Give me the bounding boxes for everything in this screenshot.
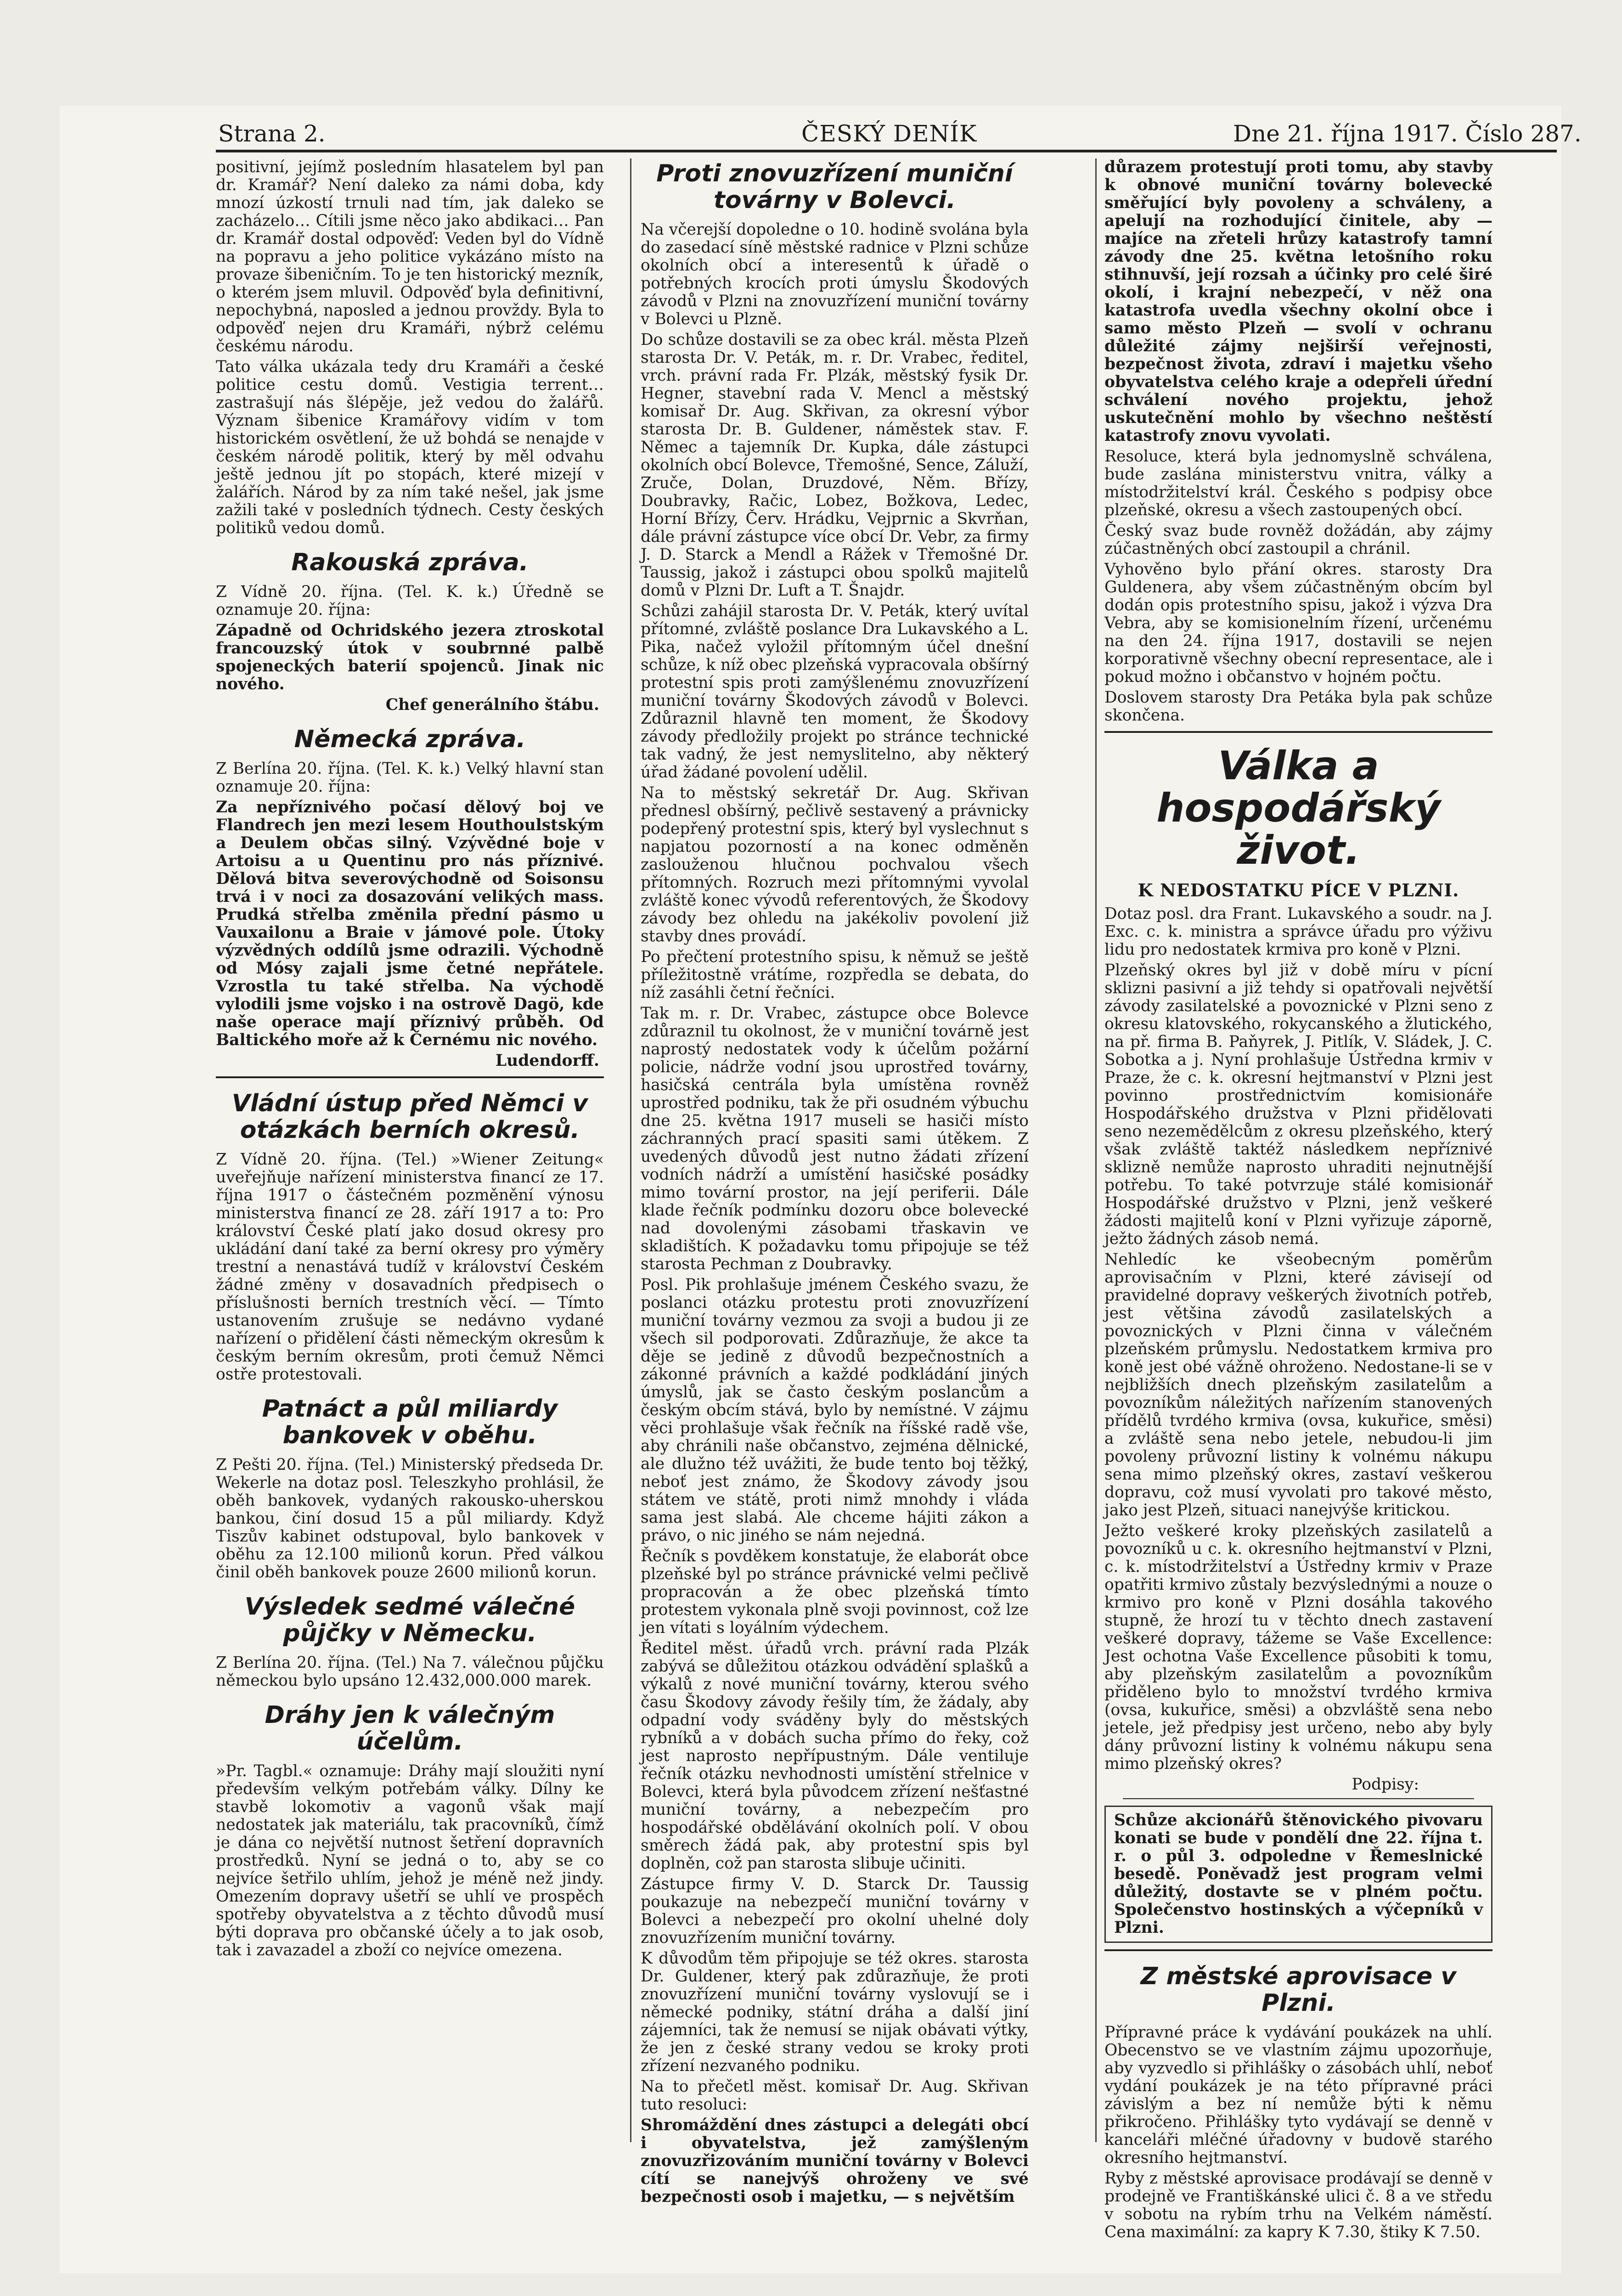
- article-text: Do schůze dostavili se za obec král. města Plzeň starosta Dr. V. Peták, m. r. Dr. Vrabec, ředitel, vrch. právní rada Fr. Plzák, městský fysik Dr. Hegner, stavební rada V. Mencl a městský komisař Dr. Aug. Skřivan, za okresní výbor starosta Dr. B. Guldener, náměstek stav. F. Němec a tajemník Dr. Kupka, dále zástupci okolních obcí Bolevce, Třemošné, Sence, Záluží, Zruče, Dolan, Druzdové, Něm. Břízy, Doubravky, Račic, Lobez, Božkova, Ledec, Horní Břízy, Červ. Hrádku, Vejprnic a Skvrňan, dále právní zástupce více obcí Dr. Vebr, za firmy J. D. Starck a Mendl a Rážek v Třemošné Dr. Taussig, jakož i zástupci obou spolků majitelů domů v Plzni Dr. Luft a T. Šnajdr.: [641, 331, 1029, 600]
- article-text: Posl. Pik prohlašuje jménem Českého svazu, že poslanci otázku protestu proti znovuzřízení muniční továrny vezmou za svoji a budou ji ze všech sil podporovati. Zdůrazňuje, že akce ta děje se jedině z důvodů bezpečnostních a zákonné právních a každé podkládání jiných úmyslů, jak se často českým poslancům a českým obcím stává, bylo by nemístné. V zájmu věci prohlašuje však řečník na říšské radě vše, aby chránili naše občanstvo, zejména dělnické, ale dlužno též uvážiti, že bude tento boj těžký, neboť jest známo, že Škodovy závody jsou státem ve státě, proti nimž mnohdy i vláda sama jest slabá. Ale chceme hájiti zákon a právo, o nic jiného se nám nejedná.: [641, 1276, 1029, 1545]
- subheadline-nedostatek-pice: K NEDOSTATKU PÍCE V PLZNI.: [1138, 880, 1459, 900]
- article-text: Doslovem starosty Dra Petáka byla pak schůze skončena.: [1104, 688, 1492, 725]
- article-text: Resoluce, která byla jednomyslně schválena, bude zaslána ministerstvu vnitra, války a místodržitelství král. Českého s podpisy obce plzeňské, okresu a všech zastoupených obcí.: [1104, 447, 1492, 519]
- article-text: Na to městský sekretář Dr. Aug. Skřivan přednesl obšírný, pečlivě sestavený a právnicky podepřený protestní spis, který byl vyslechnut s napjatou pozorností a na konec odměněn zaslouženou hlučnou pochvalou všech přítomných. Rozruch mezi přítomnými vyvolal zvláště konec vývodů referentových, že Škodovy závody bez ohledu na jakékoliv povolení již stavby dnes provádí.: [641, 784, 1029, 945]
- column-divider: [1095, 158, 1097, 2142]
- article-text: důrazem protestují proti tomu, aby stavby k obnové muniční továrny bolevecké směřující byly povoleny a schváleny, a apelují na rozhodující činitele, aby — majíce na zřeteli hrůzy katastrofy tamní závody dne 25. května letošního roku stihnuvší, její rozsah a účinky pro celé širé okolí, i krajní nebezpečí, v něž ona katastrofa uvedla všechny okolní obce i samo město Plzeň — svolí v ochranu důležité zájmy nejširší veřejnosti, bezpečnost života, zdraví i majetku všeho obyvatelstva celého kraje a odepřeli úřední schválení nového projektu, jehož uskutečnění mohlo by všechno neštěstí katastrofy znovu vyvolati.: [1104, 158, 1492, 445]
- article-text: Západně od Ochridského jezera ztroskotal francouzský útok v soubrnné palbě spojeneckých baterií spojenců. Jinak nic nového.: [216, 621, 604, 693]
- article-text: Přípravné práce k vydávání poukázek na uhlí. Obecenstvo se ve vlastním zájmu upozorňuje, aby vyzvedlo si přihlášky o zásobách uhlí, neboť vydání poukázek je na této přípravné práci závislým a bez ní nemůže býti k němu přikročeno. Přihlášky tyto vydávají se denně v kanceláři mléčné úřadovny v budově starého okresního hejtmanství.: [1104, 2023, 1492, 2167]
- headline-vladni-ustup: Vládní ústup před Němci v otázkách berních okresů.: [231, 1090, 588, 1144]
- headline-nemecka-zprava: Německá zpráva.: [294, 726, 526, 753]
- article-signature: Ludendorff.: [495, 1052, 599, 1070]
- article-text: Plzeňský okres byl již v době míru v pícní sklizni pasivní a již tehdy si opatřovali největší závody zasilatelské a povoznické v Plzni seno z okresu klatovského, rokycanského a žlutického, na př. firma B. Paňyrek, J. Pitlík, V. Sládek, J. C. Sobotka a j. Nyní prohlašuje Ústředna krmiv v Praze, že c. k. okresní hejtmanství v Plzni jest povinno prostřednictvím komisionáře Hospodářského družstva v Plzni přidělovati seno nezemědělcům z okresu plzeňského, který však zvláště taktéž následkem nepříznivé sklizně nemůže naprosto uhraditi nejnutnější potřebu. To také potvrzuje stálé komisionář Hospodářské družstvo v Plzni, jenž veškeré žádosti majitelů koní v Plzni vyřizuje záporně, ježto žádných zásob nemá.: [1104, 961, 1492, 1248]
- headline-patnact-miliardy: Patnáct a půl miliardy bankovek v oběhu.: [262, 1395, 558, 1449]
- article-text: Nehledíc ke všeobecným poměrům aprovisačním v Plzni, které závisejí od pravidelné dopravy veškerých životních potřeb, jest většina závodů zasilatelských a povoznických v Plzni činna v válečném plzeňském průmyslu. Nedostatkem krmiva pro koně jest obé vážně ohroženo. Nedostane-li se v nejbližších dnech plzeňským zasilatelům a povozníkům náležitých nařízením stanovených přídělů tvrdého krmiva (ovsa, kukuřice, směsi) a zvláště sena nebo jetele, nebudou-li jim povoleny průvozní listiny k volnému nákupu sena mimo plzeňský okres, zastaví veškerou dopravu, což musí vyvolati pro takové město, jako jest Plzeň, situaci nanejvýše kritickou.: [1104, 1250, 1492, 1519]
- article-text: Řečník s povděkem konstatuje, že elaborát obce plzeňské byl po stránce právnické velmi pečlivě propracován a že obec plzeňská tímto protestem vykonala plně svoji povinnost, což lze jen vítati s loyálním výdechem.: [641, 1547, 1029, 1637]
- article-text: Z Berlína 20. října. (Tel.) Na 7. válečnou půjčku německou bylo upsáno 12.432,000.000 marek.: [216, 1654, 604, 1690]
- article-text: Zástupce firmy V. D. Starck Dr. Taussig poukazuje na nebezpečí muniční továrny v Bolevci a nebezpečí pro okolní uhelné doly znovuzřízením muniční továrny.: [641, 1875, 1029, 1947]
- column-3: [1104, 158, 1492, 2241]
- article-text: Ředitel měst. úřadů vrch. právní rada Plzák zabývá se důležitou otázkou odvádění splašků a výkalů z nové muniční továrny, kterou svého času Škodovy závody řešily tím, že žádaly, aby odpadní vody sváděny byly do městských rybníků a v dobách sucha přímo do řeky, což jest naprosto nepřípustným. Dále ventiluje řečník otázku nevhodnosti umístění střelnice v Bolevci, která byla původcem zřízení nešťastné muniční továrny, a nebezpečím pro hospodářské obdělávání okolních polí. V obou směrech žádá pak, aby protestní spis byl doplněn, což pan starosta slibuje učiniti.: [641, 1639, 1029, 1873]
- article-text: Z Berlína 20. října. (Tel. K. k.) Velký hlavní stan oznamuje 20. října:: [216, 760, 604, 796]
- article-text: Dotaz posl. dra Frant. Lukavského a soudr. na J. Exc. c. k. ministra a správce úřadu pro výživu lidu pro nedostatek krmiva pro koně v Plzni.: [1104, 905, 1492, 959]
- article-text: Z Vídně 20. října. (Tel.) »Wiener Zeitung« uveřejňuje nařízení ministerstva financí ze 17. října 1917 o částečném pozměnění výnosu ministerstva financí ze 28. září 1917 a to: Pro království České platí jako dosud okresy pro ukládání daní také za berní okresy pro výměry trestní a nenastává tudíž v království Českém žádné změny v dosavadních předpisech o příslušnosti berních trestních věcí. — Tímto ustanovením zrušuje se nedávno vydané nařízení o přidělení části německým okresům k českým berním okresům, proti čemuž Němci ostře protestovali.: [216, 1150, 604, 1384]
- article-text: Vyhověno bylo přání okres. starosty Dra Guldenera, aby všem zúčastněným obcím byl dodán opis protestního spisu, jakož i výzva Dra Vebra, aby se komisionelním řízení, určenému na den 24. října 1917, dostavili se nejen korporativně všechny obecní representace, ale i pokud možno i občanstvo v hojném počtu.: [1104, 560, 1492, 686]
- headline-drahy: Dráhy jen k válečným účelům.: [265, 1701, 555, 1756]
- article-text: Shromáždění dnes zástupci a delegáti obcí i obyvatelstva, jež zamýšleným znovuzřizováním muniční továrny v Bolevci cítí se nanejvýš ohroženy ve své bezpečnosti osob i majetku, — s největším: [641, 2116, 1029, 2206]
- article-separator: [1104, 1949, 1492, 1951]
- article-text: K důvodům těm připojuje se též okres. starosta Dr. Guldener, který pak zdůrazňuje, že proti znovuzřízení muniční továrny vyslovují se i německé podniky, státní dráha a další jiní zájemníci, tak že nemusí se nijak obávati výtky, že jen z české strany vedou se kroky proti zřízení nezvaného podniku.: [641, 1949, 1029, 2075]
- article-signature: Chef generálního štábu.: [385, 696, 599, 714]
- article-text: Na včerejší dopoledne o 10. hodině svolána byla do zasedací síně městské radnice v Plzni schůze okolních obcí a interesentů k úřadě o potřebných krocích proti úmyslu Škodových závodů v Plzni na znovuzřízení muniční továrny v Bolevci u Plzně.: [641, 220, 1029, 328]
- notice-box: [1104, 1806, 1492, 1943]
- article-text: Ryby z městské aprovisace prodávají se denně v prodejně ve Františkánské ulici č. 8 a ve středu v sobotu na rybím trhu na Velkém náměstí. Cena maximální: za kapry K 7.30, štiky K 7.50.: [1104, 2169, 1492, 2241]
- article-separator: [216, 1076, 604, 1078]
- headline-vysledek-pujcky: Výsledek sedmé válečné půjčky v Německu.: [244, 1593, 575, 1647]
- article-separator: [1123, 1798, 1474, 1799]
- headline-valka-hospodarsky-zivot: Válka a hospodářský život.: [1156, 743, 1441, 873]
- issue-date: Dne 21. října 1917. Číslo 287.: [1233, 120, 1582, 147]
- headline-aprovisace: Z městské aprovisace v Plzni.: [1140, 1963, 1457, 2017]
- article-text: Ježto veškeré kroky plzeňských zasilatelů a povozníků u c. k. okresního hejtmanství v Plzni, c. k. místodržitelství a Ústředny krmiv v Praze opatřiti krmivo zůstaly bezvýslednými a nouze o krmivo pro koně v Plzni dosáhla takového stupně, že hrozí tu v těchto dnech zastavení veškeré dopravy, tážeme se Vaše Excellence: Jest ochotna Vaše Excellence působiti k tomu, aby plzeňským zasilatelům a povozníkům přiděleno bylo to množství tvrdého krmiva (ovsa, kukuřice, směsi) a obzvláště sena nebo jetele, jež předpisy jest určeno, nebo aby byly dány průvozní listiny k volnému nákupu sena mimo plzeňský okres?: [1104, 1522, 1492, 1773]
- newspaper-title: ČESKÝ DENÍK: [801, 120, 977, 147]
- article-text: Z Vídně 20. října. (Tel. K. k.) Úředně se oznamuje 20. října:: [216, 583, 604, 619]
- article-signature: Podpisy:: [1352, 1775, 1419, 1794]
- article-text: Z Pešti 20. října. (Tel.) Ministerský předseda Dr. Wekerle na dotaz posl. Teleszkyho prohlásil, že oběh bankovek, vydaných rakousko-uherskou bankou, činí dosud 15 a půl miliardy. Když Tiszův kabinet odstupoval, bylo bankovek v oběhu za 12.100 milionů korun. Před válkou činil oběh bankovek pouze 2600 milionů korun.: [216, 1456, 604, 1581]
- article-text: Za nepříznivého počasí dělový boj ve Flandrech jen mezi lesem Houthoulstským a Deulem občas silný. Vzývědné boje v Artoisu a u Quentinu pro nás příznivé. Dělová bitva severovýchodně od Soisonsu trvá i v noci za dosazování velikých mass. Prudká střelba změnila přední pásmo u Vauxailonu a Braie v jámové pole. Útoky výzvědných oddílů jsme odrazili. Východně od Mósy zajali jsme četné nepřátele. Vzrostla tu také střelba. Na východě vylodili jsme vojsko i na ostrově Dagö, kde naše operace mají příznivý průběh. Od Baltického moře až k Černému nic nového.: [216, 798, 604, 1049]
- column-1: [216, 158, 604, 2142]
- page-number: Strana 2.: [218, 120, 326, 147]
- headline-proti-znovuzrizeni: Proti znovuzřízení muniční továrny v Bolevci.: [656, 160, 1013, 214]
- article-text: Tak m. r. Dr. Vrabec, zástupce obce Bolevce zdůraznil tu okolnost, že v muniční továrně jest naprostý nedostatek vody k účelům požární policie, nádrže vodní jsou uprostřed továrny, hasičská centrála byla umístěna rovněž uprostřed podniku, tak že při osudném výbuchu dne 25. května 1917 museli se hasiči místo záchranných prací spasiti sami útěkem. Z uvedených důvodů jest nutno žádati zřízení vodních nádrží a umístění hasičské posádky mimo tovární prostor, na její periferii. Dále klade řečník podmínku dozoru obce bolevecké nad dovolenými zásobami třaskavin ve skladištích. K požadavku tomu připojuje se též starosta Pechman z Doubravky.: [641, 1004, 1029, 1273]
- header-rule: [216, 150, 1557, 152]
- headline-rakouska-zprava: Rakouská zpráva.: [291, 549, 529, 576]
- article-text: »Pr. Tagbl.« oznamuje: Dráhy mají sloužiti nyní především velkým potřebám války. Dílny ke stavbě lokomotiv a vagonů však mají nedostatek jak materiálu, tak pracovníků, čímž je dána co největší nutnost šetření dopravních prostředků. Nyní se jedná o to, aby se co nejvíce šetřilo uhlím, jehož je méně než jindy. Omezením dopravy ušetří se uhlí ve prospěch spotřeby obyvatelstva a z těchto důvodů musí býti doprava pro občanské účely a to jak osob, tak i zavazadel a zboží co nejvíce omezena.: [216, 1762, 604, 1959]
- article-text: Po přečtení protestního spisu, k němuž se ještě příležitostně vrátíme, rozpředla se debata, do níž zasáhli četní řečníci.: [641, 948, 1029, 1002]
- article-separator: [1104, 731, 1492, 733]
- article-text: Na to přečetl měst. komisař Dr. Aug. Skřivan tuto resoluci:: [641, 2077, 1029, 2114]
- article-text: Český svaz bude rovněž dožádán, aby zájmy zúčastněných obcí zastoupil a chránil.: [1104, 522, 1492, 558]
- column-2: [641, 158, 1029, 2206]
- column-divider: [630, 158, 631, 2142]
- notice-text: Schůze akcionářů štěnovického pivovaru konati se bude v pondělí dne 22. října t. r. o půl 3. odpoledne v Řemeslnické besedě. Poněvadž jest program velmi důležitý, dostavte se v plném počtu. Společenstvo hostinských a výčepníků v Plzni.: [1114, 1811, 1483, 1937]
- article-text: positivní, jejímž posledním hlasatelem byl pan dr. Kramář? Není daleko za námi doba, kdy mnozí úzkostí trnuli nad tím, jak daleko se zacházelo… Cítili jsme něco jako abdikaci… Pan dr. Kramář dostal odpověď: Veden byl do Vídně na popravu a jeho politice vykázáno místo na provaze šibeničním. To je ten historický mezník, o kterém jsem mluvil. Odpověď byla definitivní, nepochybná, naposled a jednou provždy. Byla to odpověď nejen dru Kramáři, nýbrž celému českému národu.: [216, 158, 604, 355]
- article-text: Schůzi zahájil starosta Dr. V. Peták, který uvítal přítomné, zvláště poslance Dra Lukavského a L. Pika, načež vyložil přítomným účel dnešní schůze, k níž obec plzeňská vypracovala obšírný protestní spis proti zamýšlenému znovuzřízení muniční továrny Škodových závodů v Bolevci. Zdůraznil hlavně ten moment, že Škodovy závody předložily projekt po stránce technické tak vadný, že jest nemyslitelno, aby některý úřad žádané povolení udělil.: [641, 602, 1029, 782]
- article-text: Tato válka ukázala tedy dru Kramáři a české politice cestu domů. Vestigia terrent… zastrašují nás šlépěje, jež vedou do žalářů. Význam šibenice Kramářovy vidím v tom historickém osvětlení, že už bohdá se nenajde v českém národě politik, který by měl odvahu ještě jednou jít po stopách, které mizejí v žalářích. Národ by za ním také nešel, jak jsme zažili také v posledních týdnech. Cesty českých politiků vedou domů.: [216, 358, 604, 537]
